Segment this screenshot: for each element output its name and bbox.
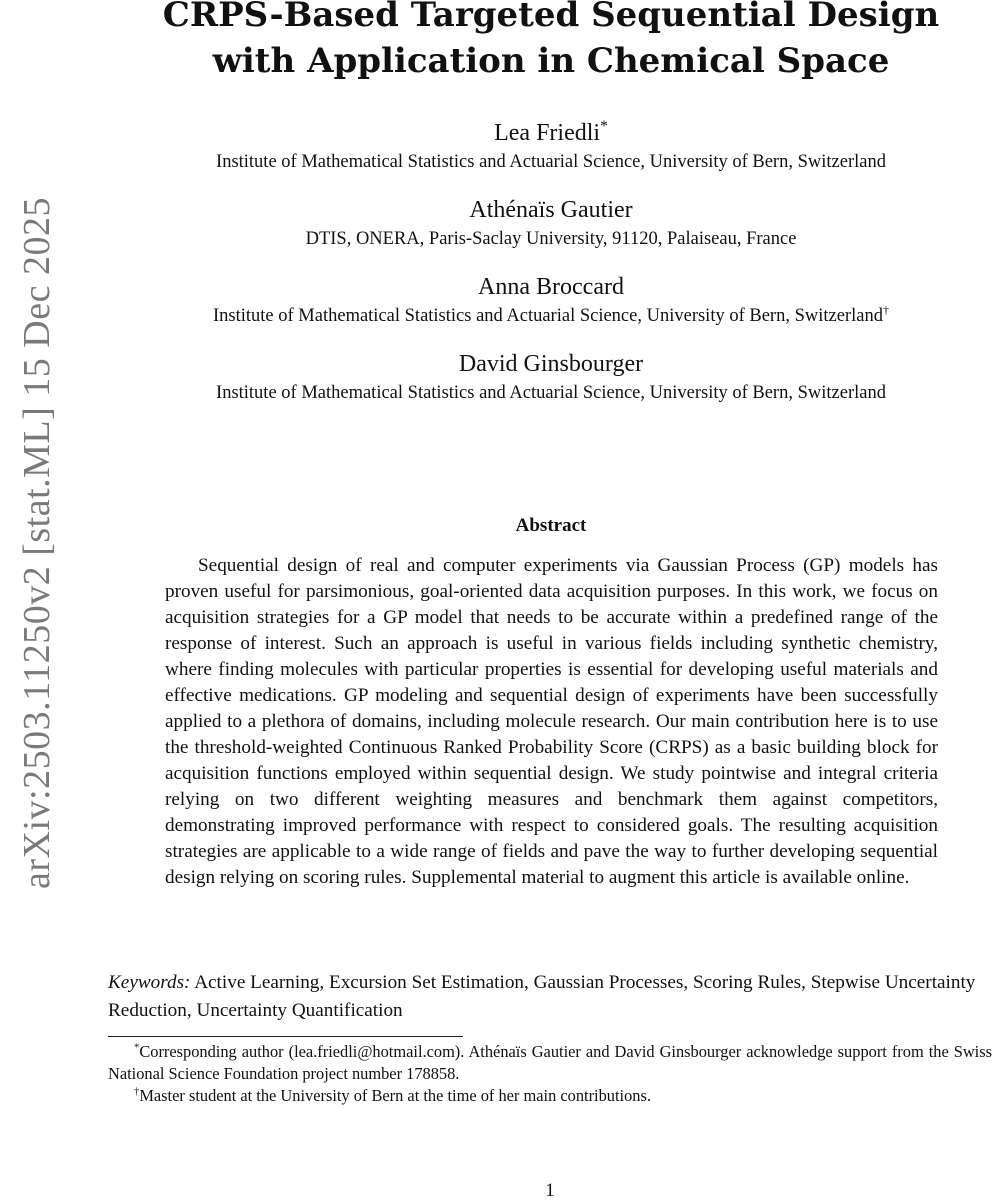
- footnotes: [108, 1041, 992, 1107]
- dagger-footnote-mark: †: [882, 302, 889, 317]
- author-affiliation-text: Institute of Mathematical Statistics and Actuarial Science, University of Bern, Switzerland: [213, 306, 883, 326]
- author-name: Athénaïs Gautier: [469, 197, 633, 223]
- arxiv-identifier-text: arXiv:2503.11250v2 [stat.ML] 15 Dec 2025: [16, 197, 59, 889]
- paper-title-line-1: CRPS-Based Targeted Sequential Design: [162, 0, 940, 35]
- author-name-text: Lea Friedli: [494, 120, 601, 146]
- arxiv-identifier-stamp: [16, 193, 58, 893]
- footnote-text: Master student at the University of Bern at the time of her main contributions.: [139, 1086, 651, 1105]
- footnote-corresponding-author: [108, 1041, 992, 1085]
- abstract-text: Sequential design of real and computer experiments via Gaussian Process (GP) models has proven useful for parsimonious, goal-oriented data acquisition purposes. In this work, we focus on acquisition strategies for a GP model that needs to be accurate within a predefined range of the response of interest. Such an approach is useful in various fields including synthetic chemistry, where finding molecules with particular properties is essential for developing useful materials and effective medications. GP modeling and sequential design of experiments have been successfully applied to a plethora of domains, including molecule research. Our main contribution here is to use the threshold-weighted Continuous Ranked Probability Score (CRPS) as a basic building block for acquisition functions employed within sequential design. We study pointwise and integral criteria relying on two different weighting measures and benchmark them against competitors, demonstrating improved performance with respect to considered goals. The resulting acquisition strategies are applicable to a wide range of fields and pave the way to further developing sequential design relying on scoring rules. Supplemental material to augment this article is available online.: [165, 555, 938, 888]
- author-entry-friedli: [120, 118, 982, 173]
- paper-title: [120, 0, 982, 84]
- author-name: David Ginsbourger: [458, 351, 644, 377]
- author-affiliation: DTIS, ONERA, Paris-Saclay University, 91120, Palaiseau, France: [305, 229, 797, 249]
- keywords-label: Keywords:: [108, 972, 191, 993]
- footnote-master-student: [108, 1085, 992, 1107]
- footnote-divider: [108, 1036, 463, 1037]
- keywords-text: Active Learning, Excursion Set Estimation, Gaussian Processes, Scoring Rules, Stepwise Uncertainty Reduction, Uncertainty Quantification: [108, 972, 976, 1021]
- paper-title-line-2: with Application in Chemical Space: [212, 41, 890, 81]
- author-entry-ginsbourger: [120, 349, 982, 404]
- author-block: [120, 118, 982, 426]
- footnote-mark: *: [134, 1042, 140, 1054]
- footnote-text: Corresponding author (lea.friedli@hotmail.com). Athénaïs Gautier and David Ginsbourger acknowledge support from the Swiss National Science Foundation project number 178858.: [108, 1042, 992, 1083]
- author-affiliation: Institute of Mathematical Statistics and Actuarial Science, University of Bern, Switzerland: [216, 152, 886, 172]
- author-affiliation: Institute of Mathematical Statistics and Actuarial Science, University of Bern, Switzerland: [216, 383, 886, 403]
- abstract-heading: Abstract: [515, 515, 587, 536]
- author-name: [120, 118, 982, 148]
- author-entry-gautier: [120, 195, 982, 250]
- keywords-line: [108, 969, 992, 1025]
- author-affiliation: [120, 302, 982, 327]
- footnote-mark: †: [134, 1086, 140, 1098]
- page-number: 1: [545, 1180, 555, 1201]
- corresponding-author-mark: *: [600, 118, 608, 135]
- author-entry-broccard: [120, 272, 982, 327]
- author-name: Anna Broccard: [478, 274, 624, 300]
